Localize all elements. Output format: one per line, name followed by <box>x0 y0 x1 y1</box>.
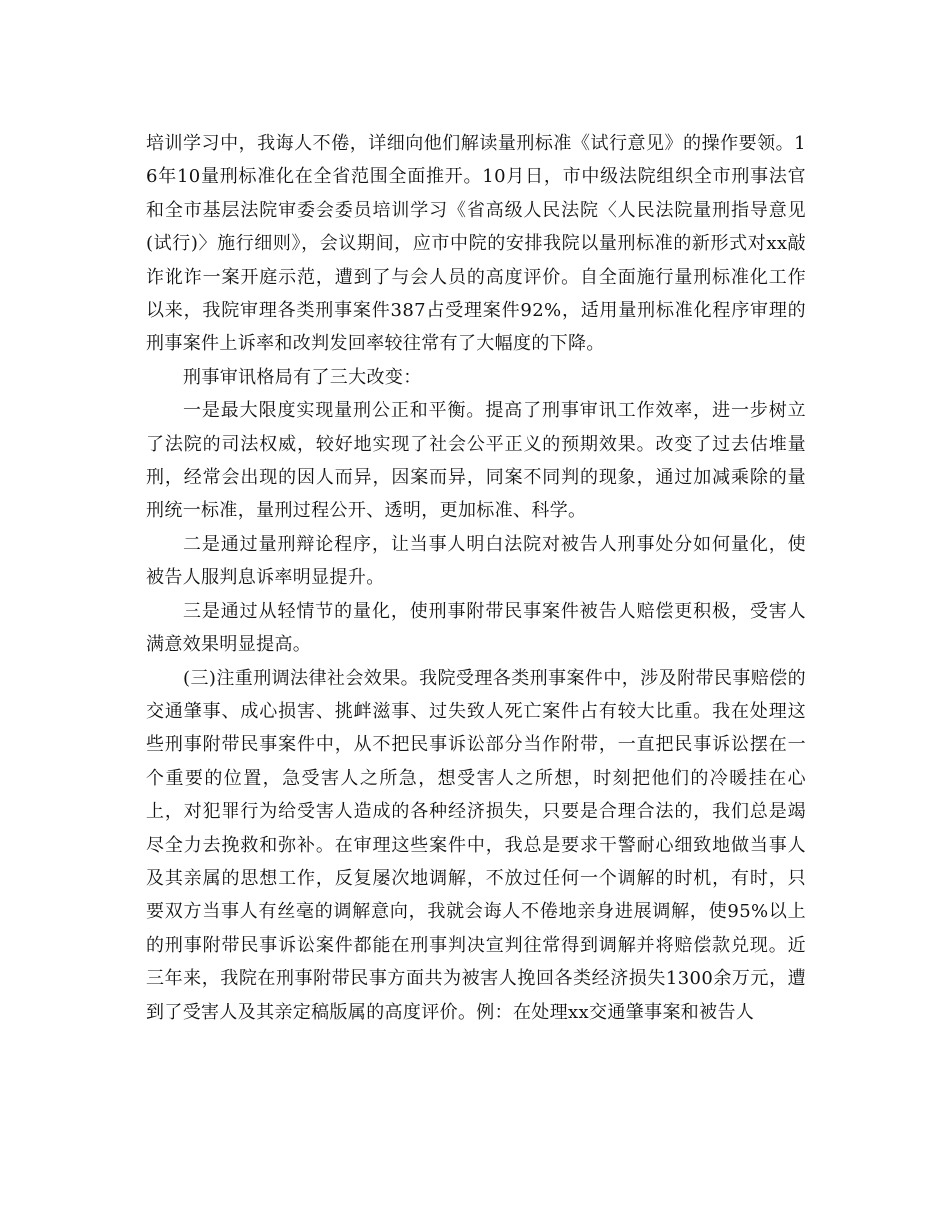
paragraph-training: 培训学习中，我诲人不倦，详细向他们解读量刑标准《试行意见》的操作要领。16年10量刑标准化在全省范围全面推开。10月日，市中级法院组织全市刑事法官和全市基层法院审委会委员培训学习《省高级人民法院〈人民法院量刑指导意见(试行)〉施行细则》，会议期间，应市中院的安排我院以量刑标准的新形式对xx敲诈讹诈一案开庭示范，遭到了与会人员的高度评价。自全面施行量刑标准化工作以来，我院审理各类刑事案件387占受理案件92%，适用量刑标准化程序审理的刑事案件上诉率和改判发回率较往常有了大幅度的下降。 <box>146 133 806 355</box>
paragraph-three-changes-heading: 刑事审讯格局有了三大改变： <box>183 366 422 388</box>
paragraph-change-three: 三是通过从轻情节的量化，使刑事附带民事案件被告人赔偿更积极，受害人满意效果明显提高。 <box>146 600 806 656</box>
paragraph-section-three: (三)注重刑调法律社会效果。我院受理各类刑事案件中，涉及附带民事赔偿的交通肇事、成心损害、挑衅滋事、过失致人死亡案件占有较大比重。我在处理这些刑事附带民事案件中，从不把民事诉讼部分当作附带，一直把民事诉讼摆在一个重要的位置，急受害人之所急，想受害人之所想，时刻把他们的冷暖挂在心上，对犯罪行为给受害人造成的各种经济损失，只要是合理合法的，我们总是竭尽全力去挽救和弥补。在审理这些案件中，我总是要求干警耐心细致地做当事人及其亲属的思想工作，反复屡次地调解，不放过任何一个调解的时机，有时，只要双方当事人有丝毫的调解意向，我就会诲人不倦地亲身进展调解，使95%以上的刑事附带民事诉讼案件都能在刑事判决宣判往常得到调解并将赔偿款兑现。近三年来，我院在刑事附带民事方面共为被害人挽回各类经济损失1300余万元，遭到了受害人及其亲定稿版属的高度评价。例：在处理xx交通肇事案和被告人 <box>146 667 806 1023</box>
document-body <box>146 127 806 1029</box>
paragraph-change-two: 二是通过量刑辩论程序，让当事人明白法院对被告人刑事处分如何量化，使被告人服判息诉率明显提升。 <box>146 533 806 589</box>
paragraph-change-one: 一是最大限度实现量刑公正和平衡。提高了刑事审讯工作效率，进一步树立了法院的司法权威，较好地实现了社会公平正义的预期效果。改变了过去估堆量刑，经常会出现的因人而异，因案而异，同案不同判的现象，通过加减乘除的量刑统一标准，量刑过程公开、透明，更加标准、科学。 <box>146 400 806 522</box>
